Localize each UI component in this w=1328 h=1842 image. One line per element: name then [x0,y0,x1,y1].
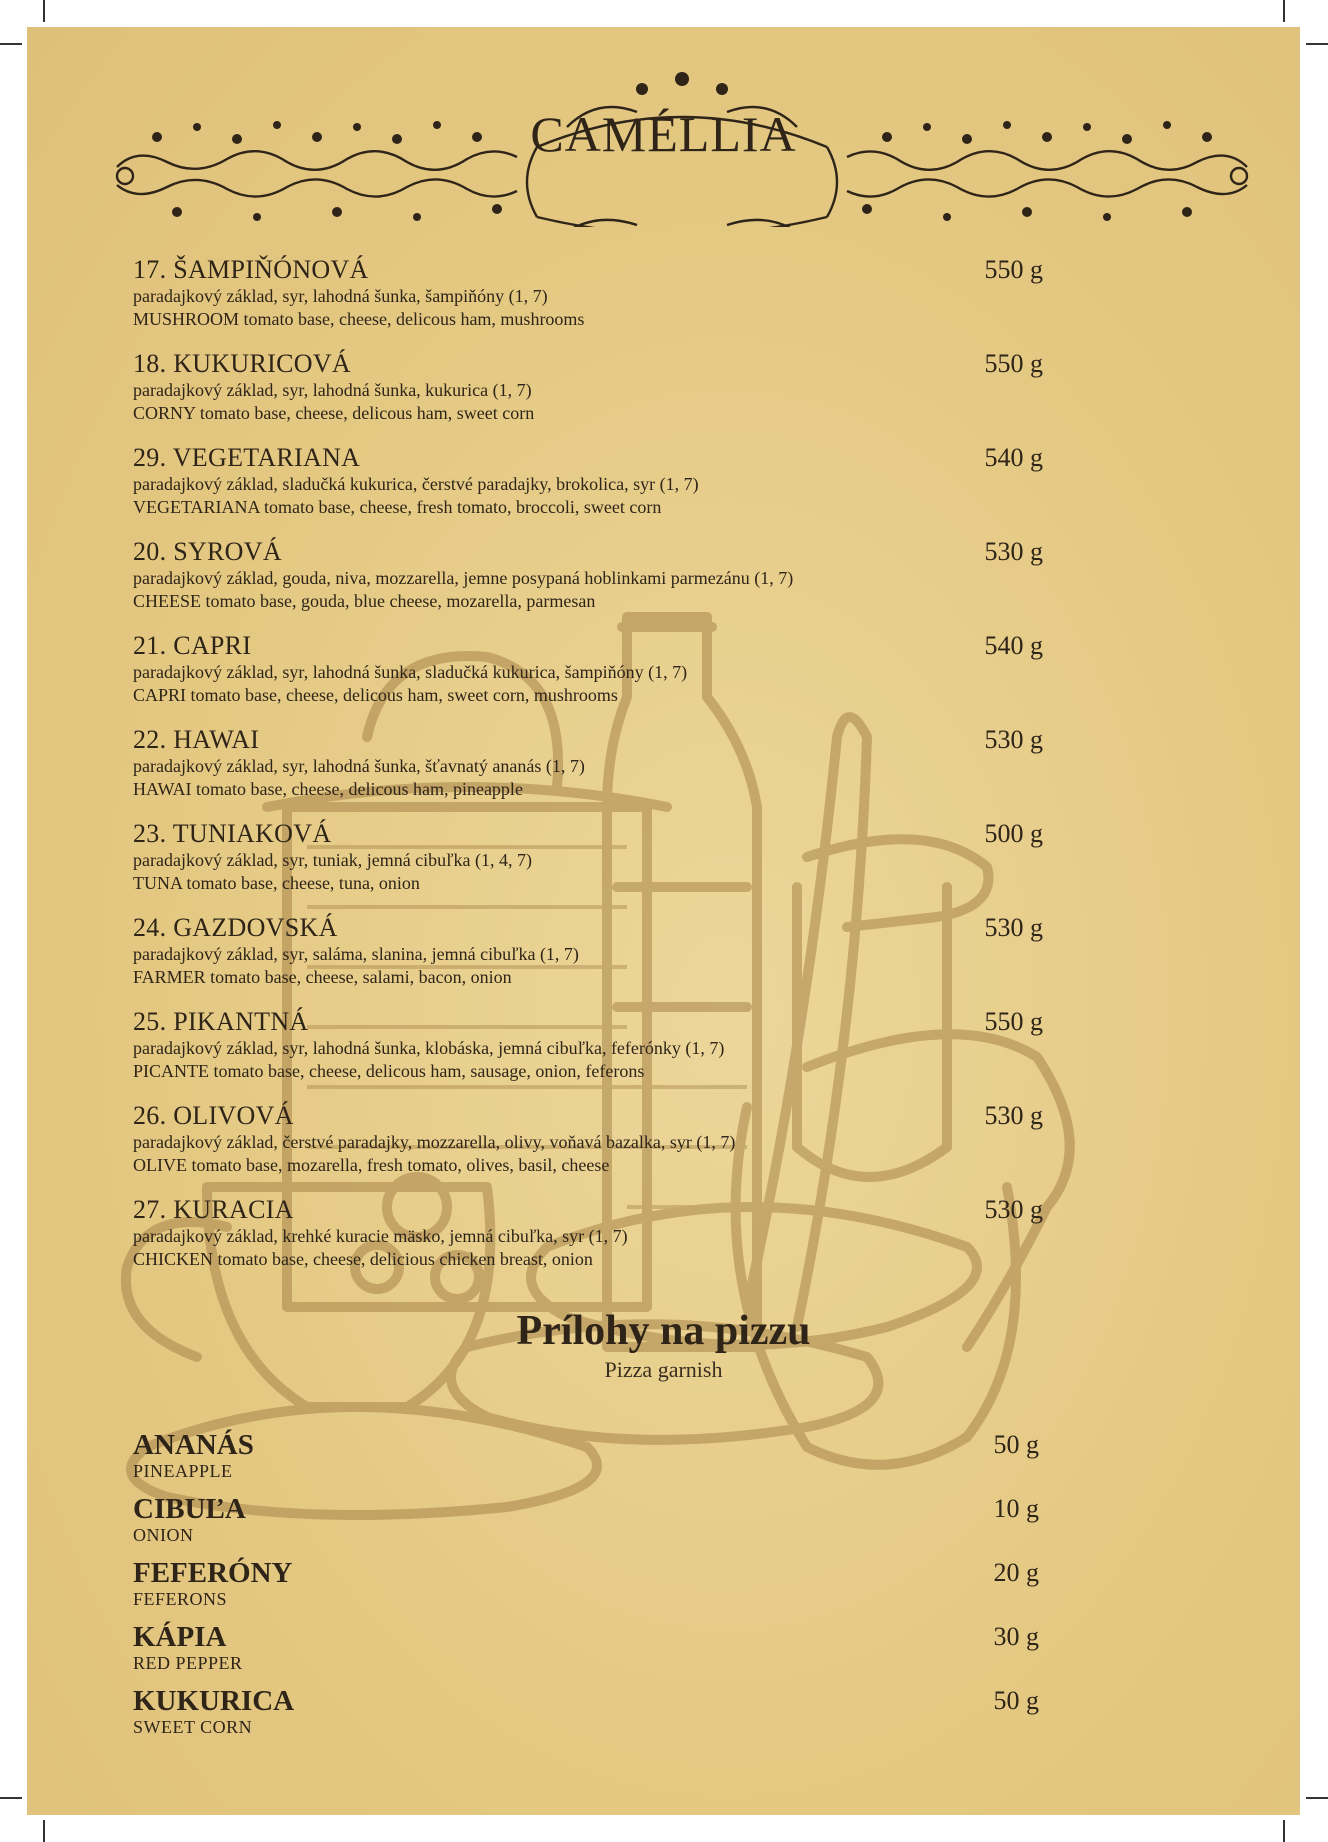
item-name: 21. CAPRI [133,631,252,660]
item-weight: 550 g [984,349,1043,378]
garnish-name: KÁPIA [133,1621,227,1653]
item-weight: 530 g [984,1195,1043,1224]
item-weight: 530 g [984,913,1043,942]
item-description-sk: paradajkový základ, syr, tuniak, jemná cibuľka (1, 4, 7) [133,850,532,870]
garnish-item [133,1557,1039,1621]
garnish-name-en: ONION [133,1525,194,1545]
garnish-name-en: RED PEPPER [133,1653,243,1673]
garnish-item [133,1685,1039,1749]
item-description-sk: paradajkový základ, čerstvé paradajky, mozzarella, olivy, voňavá bazalka, syr (1, 7) [133,1132,736,1152]
item-description-sk: paradajkový základ, sladučká kukurica, čerstvé paradajky, brokolica, syr (1, 7) [133,474,699,494]
garnish-name-en: FEFERONS [133,1589,228,1609]
menu-item [133,349,1043,443]
item-name: 25. PIKANTNÁ [133,1007,309,1036]
item-description-en: TUNA tomato base, cheese, tuna, onion [133,873,420,893]
garnish-item [133,1621,1039,1685]
item-name: 22. HAWAI [133,725,260,754]
item-name: 20. SYROVÁ [133,537,282,566]
garnish-name-en: SWEET CORN [133,1717,253,1737]
garnish-list [133,1429,1039,1749]
item-weight: 550 g [984,1007,1043,1036]
menu-item [133,1007,1043,1101]
item-description-sk: paradajkový základ, gouda, niva, mozzarella, jemne posypaná hoblinkami parmezánu (1, 7) [133,568,794,588]
garnish-weight: 50 g [993,1430,1039,1459]
crop-mark-bottom-right-v [1283,1820,1285,1842]
garnish-section-subtitle: Pizza garnish [604,1357,723,1382]
garnish-weight: 30 g [993,1622,1039,1651]
item-description-en: FARMER tomato base, cheese, salami, bacon, onion [133,967,512,987]
garnish-section-title: Prílohy na pizzu [516,1308,811,1354]
item-description-en: MUSHROOM tomato base, cheese, delicous ham, mushrooms [133,309,585,329]
menu-item [133,1101,1043,1195]
item-description-en: PICANTE tomato base, cheese, delicous ham, sausage, onion, feferons [133,1061,645,1081]
item-description-sk: paradajkový základ, syr, saláma, slanina, jemná cibuľka (1, 7) [133,944,579,964]
item-description-en: HAWAI tomato base, cheese, delicous ham, pineapple [133,779,523,799]
crop-mark-bottom-right-h [1306,1797,1328,1799]
garnish-name: ANANÁS [133,1429,254,1461]
item-description-sk: paradajkový základ, syr, lahodná šunka, šampiňóny (1, 7) [133,286,548,306]
garnish-name: FEFERÓNY [133,1557,293,1589]
item-name: 17. ŠAMPIŇÓNOVÁ [133,255,369,284]
item-description-en: CAPRI tomato base, cheese, delicous ham, sweet corn, mushrooms [133,685,618,705]
item-description-sk: paradajkový základ, syr, lahodná šunka, sladučká kukurica, šampiňóny (1, 7) [133,662,688,682]
menu-item [133,443,1043,537]
crop-mark-top-left-h [0,43,22,45]
brand-title: CAMÉLLIA [530,106,797,162]
menu-item [133,819,1043,913]
item-description-en: OLIVE tomato base, mozarella, fresh tomato, olives, basil, cheese [133,1155,610,1175]
crop-mark-top-left-v [43,0,45,22]
item-name: 24. GAZDOVSKÁ [133,913,338,942]
menu-item [133,255,1043,349]
garnish-weight: 50 g [993,1686,1039,1715]
item-description-en: CHICKEN tomato base, cheese, delicious chicken breast, onion [133,1249,593,1269]
item-description-sk: paradajkový základ, syr, lahodná šunka, kukurica (1, 7) [133,380,532,400]
item-weight: 530 g [984,1101,1043,1130]
item-name: 26. OLIVOVÁ [133,1101,294,1130]
garnish-name: KUKURICA [133,1685,295,1717]
menu-item [133,537,1043,631]
item-description-en: CHEESE tomato base, gouda, blue cheese, mozarella, parmesan [133,591,596,611]
menu-item [133,913,1043,1007]
item-name: 29. VEGETARIANA [133,443,361,472]
menu-page [27,27,1300,1815]
item-weight: 500 g [984,819,1043,848]
item-name: 18. KUKURICOVÁ [133,349,351,378]
item-description-en: VEGETARIANA tomato base, cheese, fresh tomato, broccoli, sweet corn [133,497,662,517]
item-weight: 550 g [984,255,1043,284]
item-weight: 540 g [984,631,1043,660]
garnish-item [133,1429,1039,1493]
crop-mark-top-right-h [1306,43,1328,45]
crop-mark-bottom-left-v [43,1820,45,1842]
garnish-weight: 10 g [993,1494,1039,1523]
crop-mark-top-right-v [1283,0,1285,22]
menu-item [133,1195,1043,1289]
item-name: 23. TUNIAKOVÁ [133,819,332,848]
menu-item [133,725,1043,819]
item-description-en: CORNY tomato base, cheese, delicous ham, sweet corn [133,403,535,423]
item-weight: 540 g [984,443,1043,472]
crop-mark-bottom-left-h [0,1797,22,1799]
garnish-name: CIBUĽA [133,1493,246,1525]
item-name: 27. KURACIA [133,1195,294,1224]
item-description-sk: paradajkový základ, krehké kuracie mäsko, jemná cibuľka, syr (1, 7) [133,1226,628,1246]
item-description-sk: paradajkový základ, syr, lahodná šunka, klobáska, jemná cibuľka, feferónky (1, 7) [133,1038,725,1058]
item-weight: 530 g [984,537,1043,566]
item-weight: 530 g [984,725,1043,754]
garnish-name-en: PINEAPPLE [133,1461,233,1481]
garnish-weight: 20 g [993,1558,1039,1587]
item-description-sk: paradajkový základ, syr, lahodná šunka, šťavnatý ananás (1, 7) [133,756,585,776]
menu-item [133,631,1043,725]
pizza-menu-list [133,255,1043,1289]
garnish-item [133,1493,1039,1557]
